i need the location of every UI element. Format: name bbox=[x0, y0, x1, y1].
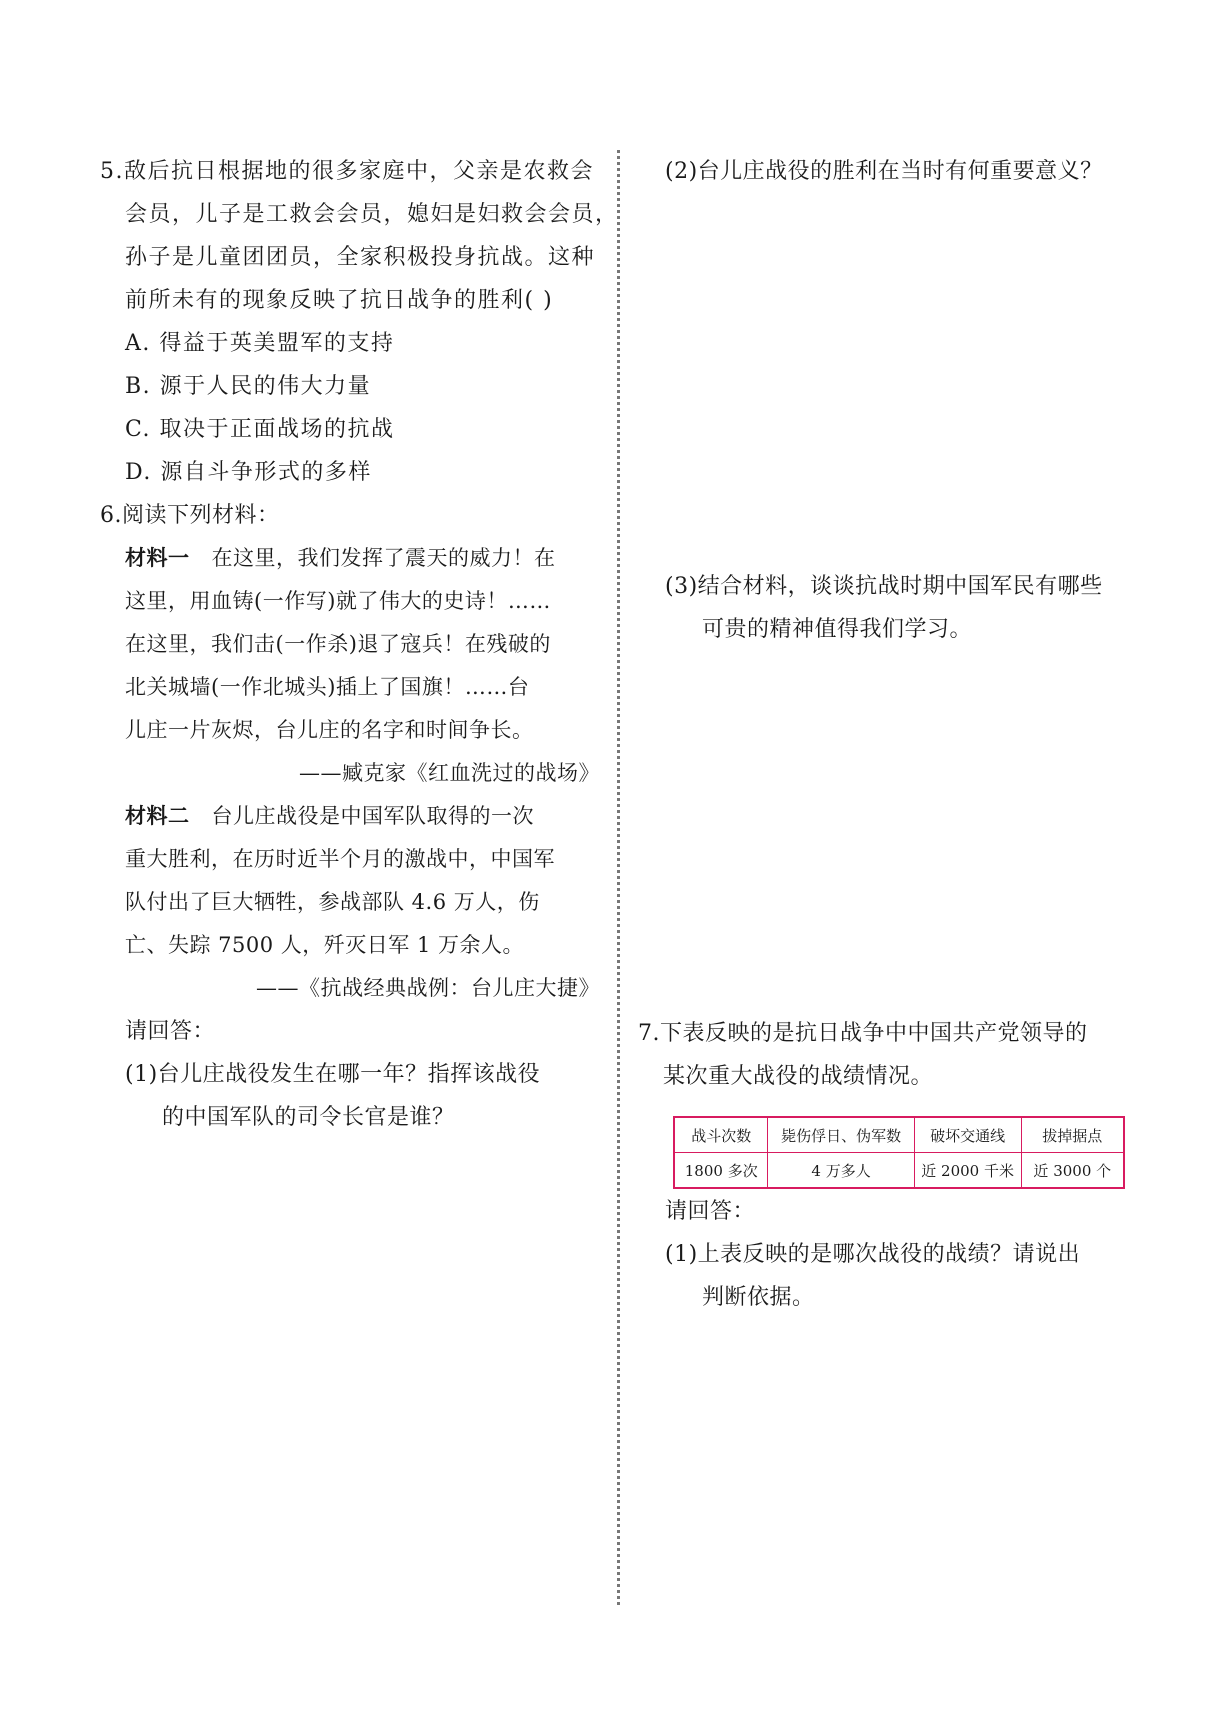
q5-stem-line: 5.敌后抗日根据地的很多家庭中，父亲是农救会 bbox=[100, 159, 594, 184]
q5-option-c[interactable]: C. 取决于正面战场的抗战 bbox=[125, 417, 395, 442]
q6-sub3 bbox=[640, 565, 1103, 651]
material-one-line: 儿庄一片灰烬，台儿庄的名字和时间争长。 bbox=[125, 718, 534, 742]
question-6 bbox=[100, 494, 600, 1139]
q6-sub1-line: 的中国军队的司令长官是谁？ bbox=[162, 1105, 455, 1130]
right-column bbox=[640, 150, 1140, 1550]
material-two-label: 材料二 bbox=[125, 804, 190, 828]
q7-sub1-line: (1)上表反映的是哪次战役的战绩？请说出 bbox=[665, 1242, 1081, 1267]
material-one bbox=[100, 537, 600, 795]
column-divider bbox=[617, 150, 620, 1605]
q6-heading: 6.阅读下列材料： bbox=[100, 503, 280, 528]
left-column bbox=[100, 150, 619, 1139]
material-two-line: 队付出了巨大牺牲，参战部队 4.6 万人，伤 bbox=[125, 890, 540, 914]
material-one-line: 这里，用血铸(一作写)就了伟大的史诗！…… bbox=[125, 589, 551, 613]
table-cell: 4 万多人 bbox=[768, 1153, 914, 1189]
table-header-cell: 拔掉据点 bbox=[1021, 1117, 1124, 1153]
q6-sub3-line: (3)结合材料，谈谈抗战时期中国军民有哪些 bbox=[665, 574, 1103, 599]
q5-option-b[interactable]: B. 源于人民的伟大力量 bbox=[125, 374, 372, 399]
q7-answers bbox=[640, 1190, 1080, 1319]
table-row bbox=[674, 1153, 1124, 1189]
table-cell: 近 2000 千米 bbox=[914, 1153, 1021, 1189]
material-one-source: ——臧克家《红血洗过的战场》 bbox=[299, 761, 600, 785]
material-one-line: 北关城墙(一作北城头)插上了国旗！……台 bbox=[125, 675, 530, 699]
material-two bbox=[100, 795, 600, 1010]
material-one-line: 在这里，我们发挥了震天的威力！在 bbox=[211, 546, 556, 570]
question-5 bbox=[100, 150, 619, 494]
material-one-line: 在这里，我们击(一作杀)退了寇兵！在残破的 bbox=[125, 632, 551, 656]
q6-sub1-line: (1)台儿庄战役发生在哪一年？指挥该战役 bbox=[125, 1062, 541, 1087]
table-header-cell: 毙伤俘日、伪军数 bbox=[768, 1117, 914, 1153]
q7-answer-prompt: 请回答： bbox=[665, 1199, 756, 1224]
q6-sub2-line: (2)台儿庄战役的胜利在当时有何重要意义？ bbox=[665, 159, 1103, 184]
battle-stats-table bbox=[673, 1116, 1125, 1189]
q6-answer-prompt: 请回答： bbox=[125, 1019, 216, 1044]
q5-stem-line: 前所未有的现象反映了抗日战争的胜利( ) bbox=[125, 288, 554, 313]
table-header-cell: 战斗次数 bbox=[674, 1117, 768, 1153]
material-two-line: 重大胜利，在历时近半个月的激战中，中国军 bbox=[125, 847, 555, 871]
question-7 bbox=[638, 1012, 1088, 1098]
material-one-label: 材料一 bbox=[125, 546, 190, 570]
q7-sub1-line: 判断依据。 bbox=[702, 1285, 815, 1310]
q5-option-d[interactable]: D. 源自斗争形式的多样 bbox=[125, 460, 372, 485]
table-header-cell: 破坏交通线 bbox=[914, 1117, 1021, 1153]
q5-option-a[interactable]: A. 得益于英美盟军的支持 bbox=[125, 331, 395, 356]
material-two-line: 台儿庄战役是中国军队取得的一次 bbox=[211, 804, 534, 828]
q5-stem-line: 会员，儿子是工救会会员，媳妇是妇救会会员， bbox=[125, 202, 619, 227]
table-cell: 近 3000 个 bbox=[1021, 1153, 1124, 1189]
q7-stem-line: 某次重大战役的战绩情况。 bbox=[663, 1064, 934, 1089]
table-cell: 1800 多次 bbox=[674, 1153, 768, 1189]
q7-stem-line: 7.下表反映的是抗日战争中中国共产党领导的 bbox=[638, 1021, 1088, 1046]
q5-stem-line: 孙子是儿童团团员，全家积极投身抗战。这种 bbox=[125, 245, 596, 270]
q6-sub3-line: 可贵的精神值得我们学习。 bbox=[702, 617, 973, 642]
material-two-line: 亡、失踪 7500 人，歼灭日军 1 万余人。 bbox=[125, 933, 525, 957]
material-two-source: ——《抗战经典战例：台儿庄大捷》 bbox=[256, 976, 600, 1000]
table-header-row bbox=[674, 1117, 1124, 1153]
